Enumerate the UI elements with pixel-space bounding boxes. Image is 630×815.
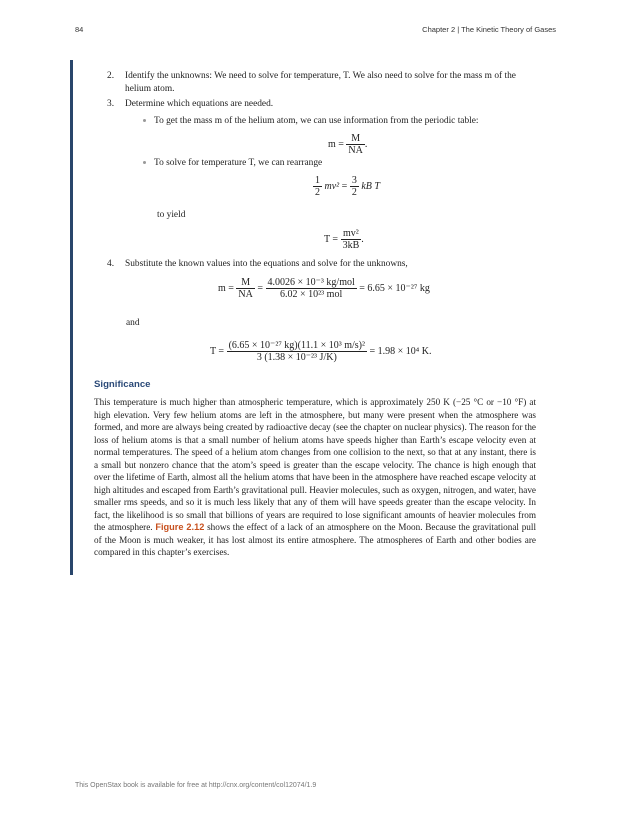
eq-numerator: 1 xyxy=(315,175,320,186)
bullet-text: To get the mass m of the helium atom, we can use information from the periodic table: xyxy=(154,116,479,126)
equation-temperature xyxy=(324,228,364,251)
footer-note: This OpenStax book is available for free at http://cnx.org/content/col12074/1.9 xyxy=(75,782,317,789)
eq-lhs: T = xyxy=(324,233,339,245)
eq-denominator: NA xyxy=(238,289,253,300)
figure-link[interactable]: Figure 2.12 xyxy=(155,522,205,532)
eq-tail: . xyxy=(361,233,364,245)
chapter-title: Chapter 2 | The Kinetic Theory of Gases xyxy=(422,25,556,34)
equation-temperature-value xyxy=(210,340,432,363)
eq-lhs: m = xyxy=(328,138,344,150)
step-text: Substitute the known values into the equations and solve for the unknowns, xyxy=(125,259,408,269)
eq-numerator: M xyxy=(346,133,364,145)
eq-equals: = xyxy=(257,282,264,294)
eq-numerator: 3 xyxy=(351,175,357,186)
eq-result: = 1.98 × 10⁴ K. xyxy=(369,345,432,357)
eq-numerator: (6.65 × 10⁻²⁷ kg)(11.1 × 10³ m/s)² xyxy=(228,340,366,351)
bullet-dot-icon xyxy=(143,119,146,122)
bullet-dot-icon xyxy=(143,161,146,164)
equation-energy-balance xyxy=(313,175,380,198)
eq-tail: . xyxy=(364,138,368,150)
equation-mass-value xyxy=(218,277,430,300)
eq-denominator: NA xyxy=(348,145,363,156)
significance-paragraph xyxy=(94,396,536,559)
bullet-mass xyxy=(143,115,479,128)
eq-term: mv² xyxy=(324,180,340,192)
eq-equals: = xyxy=(341,180,348,192)
eq-denominator: 2 xyxy=(351,187,357,198)
step-3 xyxy=(107,98,537,111)
eq-term: kB T xyxy=(361,180,380,192)
and-text: and xyxy=(126,318,140,328)
significance-heading: Significance xyxy=(94,379,151,390)
paragraph-text: shows the effect of a lack of an atmosphere on the Moon. Because the gravitational pull of the Moon is much weaker, it has lost almost its entire atmosphere. The atmospheres of Earth and other bodies are compared in this chapter’s exercises. xyxy=(94,522,537,557)
eq-denominator: 3kB xyxy=(342,240,360,251)
step-number: 3. xyxy=(107,99,115,109)
eq-denominator: 2 xyxy=(315,187,320,198)
bullet-text: To solve for temperature T, we can rearrange xyxy=(154,158,323,168)
eq-denominator: 3 (1.38 × 10⁻²³ J/K) xyxy=(256,352,337,363)
eq-numerator: mv² xyxy=(341,228,362,240)
page-number: 84 xyxy=(75,25,84,34)
eq-numerator: M xyxy=(236,277,254,289)
eq-lhs: m = xyxy=(218,282,234,294)
eq-result: = 6.65 × 10⁻²⁷ kg xyxy=(359,282,430,294)
step-number: 4. xyxy=(107,259,115,269)
paragraph-text: This temperature is much higher than atmospheric temperature, which is approximately 250 K (−25 °C or −10 °F) at high elevation. Very few helium atoms are left in the atmosphere, but many were present when the atmosphere was formed, and more are always being created by radioactive decay (see the chapter on nuclear physics). The reason for the loss of helium atoms is that a small number of helium atoms have speeds higher than Earth’s escape velocity even at normal temperatures. The speed of a helium atom changes from one collision to the next, so that at any instant, there is a small but nonzero chance that the atom’s speed is greater than the escape velocity. The chance is high enough that over the lifetime of Earth, almost all the helium atoms that have been in the atmosphere have reached escape velocity at high altitudes and escaped from Earth’s gravitational pull. Heavier molecules, such as oxygen, nitrogen, and water, have smaller rms speeds, and so it is much less likely that any of them will have speeds greater than the escape velocity. In fact, the likelihood is so small that billions of years are required to lose significant amounts of heavier molecules from the atmosphere. xyxy=(94,397,536,532)
eq-lhs: T = xyxy=(210,345,225,357)
to-yield-text: to yield xyxy=(157,210,186,220)
sidebar-accent-bar xyxy=(70,60,73,575)
bullet-temperature xyxy=(143,157,322,170)
eq-numerator: 4.0026 × 10⁻³ kg/mol xyxy=(267,277,355,288)
equation-mass-formula xyxy=(328,133,367,156)
step-number: 2. xyxy=(107,71,115,81)
eq-denominator: 6.02 × 10²³ mol xyxy=(280,289,343,300)
step-2 xyxy=(107,70,537,96)
step-text: Determine which equations are needed. xyxy=(125,99,274,109)
step-4 xyxy=(107,258,537,271)
step-text: Identify the unknowns: We need to solve for temperature, T. We also need to solve for the mass m of the helium atom. xyxy=(125,71,516,94)
